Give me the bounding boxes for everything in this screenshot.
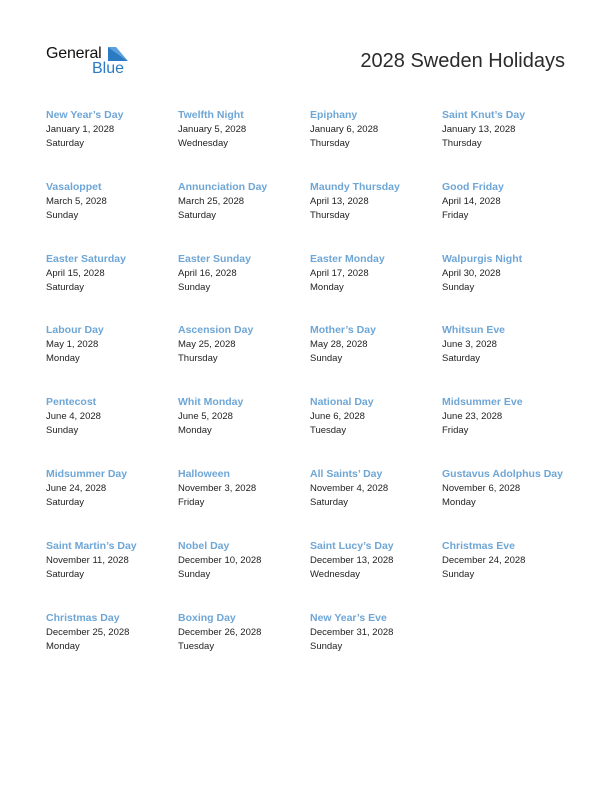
holiday-weekday: Friday: [442, 209, 469, 221]
holiday-weekday: Friday: [178, 496, 205, 508]
holiday-date: January 1, 2028: [46, 124, 115, 135]
holiday-weekday: Wednesday: [178, 138, 228, 149]
holiday-weekday: Friday: [442, 425, 469, 437]
holiday-entry: [178, 253, 310, 325]
holiday-name: Easter Sunday: [178, 252, 251, 265]
holiday-weekday: Monday: [310, 281, 344, 293]
holiday-date: June 5, 2028: [178, 411, 233, 423]
holiday-weekday: Saturday: [46, 281, 85, 293]
holiday-name: Mother’s Day: [310, 324, 376, 337]
holiday-weekday: Monday: [178, 425, 212, 437]
holiday-name: Midsummer Day: [46, 467, 128, 480]
holiday-entry: [310, 396, 442, 468]
holiday-date: November 3, 2028: [178, 482, 257, 494]
holiday-date: December 31, 2028: [310, 626, 394, 638]
holiday-date: June 6, 2028: [310, 411, 365, 423]
holiday-date: November 6, 2028: [442, 482, 521, 494]
holiday-entry: [310, 540, 442, 612]
holiday-name: New Year’s Day: [46, 109, 124, 121]
holiday-entry: [46, 324, 178, 396]
holiday-date: December 10, 2028: [178, 554, 262, 566]
holiday-entry: [310, 253, 442, 325]
holiday-name: Ascension Day: [178, 324, 254, 337]
holiday-name: Midsummer Eve: [442, 396, 523, 409]
holiday-entry: [442, 396, 576, 468]
holiday-weekday: Thursday: [442, 138, 482, 149]
holiday-weekday: Tuesday: [310, 425, 347, 437]
logo-text-general: General: [46, 45, 102, 62]
logo-text-blue: Blue: [92, 60, 125, 77]
page-title: 2028 Sweden Holidays: [360, 50, 565, 72]
holiday-weekday: Sunday: [442, 281, 475, 293]
holiday-entry: [178, 540, 310, 612]
holiday-entry: [178, 468, 310, 540]
holiday-entry: [46, 109, 178, 181]
holiday-weekday: Tuesday: [178, 640, 215, 652]
holiday-entry: [442, 468, 576, 540]
holiday-entry: [178, 181, 310, 253]
holiday-name: Saint Knut’s Day: [442, 109, 526, 121]
holiday-date: April 30, 2028: [442, 267, 501, 279]
holiday-weekday: Sunday: [178, 568, 211, 580]
holiday-date: December 26, 2028: [178, 626, 262, 638]
holiday-entry: [442, 253, 576, 325]
holiday-weekday: Sunday: [310, 640, 343, 652]
holiday-name: Halloween: [178, 467, 230, 480]
holiday-entry: [310, 324, 442, 396]
holiday-entry: [442, 109, 576, 181]
holiday-entry: [310, 468, 442, 540]
holiday-entry: [178, 109, 310, 181]
holiday-date: June 3, 2028: [442, 339, 497, 351]
holiday-entry: [46, 253, 178, 325]
holiday-date: April 15, 2028: [46, 267, 105, 279]
holiday-name: Easter Monday: [310, 252, 385, 265]
holiday-name: Boxing Day: [178, 611, 236, 624]
holiday-weekday: Monday: [46, 353, 80, 365]
holiday-date: March 5, 2028: [46, 195, 107, 207]
holiday-date: November 11, 2028: [46, 554, 129, 566]
holiday-date: May 28, 2028: [310, 339, 368, 351]
holiday-name: Whitsun Eve: [442, 324, 506, 337]
holiday-name: Vasaloppet: [46, 180, 102, 193]
holiday-weekday: Saturday: [178, 209, 217, 221]
holiday-date: March 25, 2028: [178, 195, 245, 207]
holiday-weekday: Wednesday: [310, 568, 360, 580]
holiday-name: Walpurgis Night: [442, 252, 523, 265]
holiday-entry: [46, 181, 178, 253]
holiday-name: Christmas Day: [46, 611, 120, 624]
holiday-date: December 25, 2028: [46, 626, 130, 638]
holiday-date: May 1, 2028: [46, 339, 99, 351]
holiday-name: Labour Day: [46, 324, 104, 337]
holiday-entry: [178, 612, 310, 684]
holiday-weekday: Thursday: [178, 353, 218, 365]
holiday-weekday: Saturday: [310, 496, 349, 508]
holiday-date: December 24, 2028: [442, 554, 526, 566]
holiday-entry: [178, 324, 310, 396]
holiday-grid: [46, 109, 576, 683]
holiday-name: Good Friday: [442, 180, 504, 193]
holiday-weekday: Saturday: [46, 496, 85, 508]
holiday-name: Easter Saturday: [46, 252, 126, 265]
holiday-name: Maundy Thursday: [310, 180, 400, 193]
generalblue-logo: [46, 45, 136, 79]
holiday-weekday: Sunday: [442, 568, 475, 580]
holiday-date: January 5, 2028: [178, 124, 247, 135]
holiday-date: January 6, 2028: [310, 124, 379, 135]
holiday-name: New Year’s Eve: [310, 611, 387, 624]
holiday-name: Gustavus Adolphus Day: [442, 467, 563, 480]
holiday-date: June 24, 2028: [46, 482, 107, 494]
holiday-entry: [442, 324, 576, 396]
holiday-name: Epiphany: [310, 109, 358, 121]
holiday-weekday: Sunday: [310, 353, 343, 365]
holiday-entry: [46, 396, 178, 468]
holiday-entry: [310, 612, 442, 684]
holiday-entry: [46, 612, 178, 684]
holiday-date: April 17, 2028: [310, 267, 369, 279]
holiday-name: Saint Lucy’s Day: [310, 539, 394, 552]
holiday-date: January 13, 2028: [442, 124, 516, 135]
holiday-name: Annunciation Day: [178, 180, 268, 193]
holiday-date: November 4, 2028: [310, 482, 389, 494]
holiday-entry: [442, 181, 576, 253]
holiday-entry: [46, 540, 178, 612]
holiday-date: June 23, 2028: [442, 411, 503, 423]
holiday-name: Nobel Day: [178, 539, 230, 552]
holiday-entry: [46, 468, 178, 540]
holiday-date: April 14, 2028: [442, 195, 501, 207]
holiday-weekday: Thursday: [310, 209, 350, 221]
holiday-weekday: Sunday: [46, 425, 79, 437]
holiday-date: June 4, 2028: [46, 411, 101, 423]
holiday-weekday: Sunday: [178, 281, 211, 293]
holiday-weekday: Monday: [442, 496, 476, 508]
holiday-name: Twelfth Night: [178, 109, 244, 121]
logo-flag-icon: [108, 47, 128, 61]
holiday-entry: [310, 181, 442, 253]
holiday-name: Saint Martin’s Day: [46, 539, 137, 552]
holiday-entry: [178, 396, 310, 468]
holiday-name: All Saints’ Day: [310, 467, 383, 480]
holiday-date: April 16, 2028: [178, 267, 237, 279]
holiday-weekday: Sunday: [46, 209, 79, 221]
holiday-name: Christmas Eve: [442, 539, 515, 552]
holiday-date: April 13, 2028: [310, 195, 369, 207]
holiday-name: Whit Monday: [178, 396, 244, 409]
holiday-weekday: Saturday: [46, 138, 85, 149]
holiday-entry: [442, 540, 576, 612]
holiday-entry: [310, 109, 442, 181]
holiday-date: December 13, 2028: [310, 554, 394, 566]
holiday-name: Pentecost: [46, 396, 97, 409]
holiday-weekday: Saturday: [442, 353, 481, 365]
holiday-weekday: Saturday: [46, 568, 85, 580]
holiday-date: May 25, 2028: [178, 339, 236, 351]
holiday-weekday: Monday: [46, 640, 80, 652]
holiday-weekday: Thursday: [310, 138, 350, 149]
holiday-name: National Day: [310, 396, 374, 409]
